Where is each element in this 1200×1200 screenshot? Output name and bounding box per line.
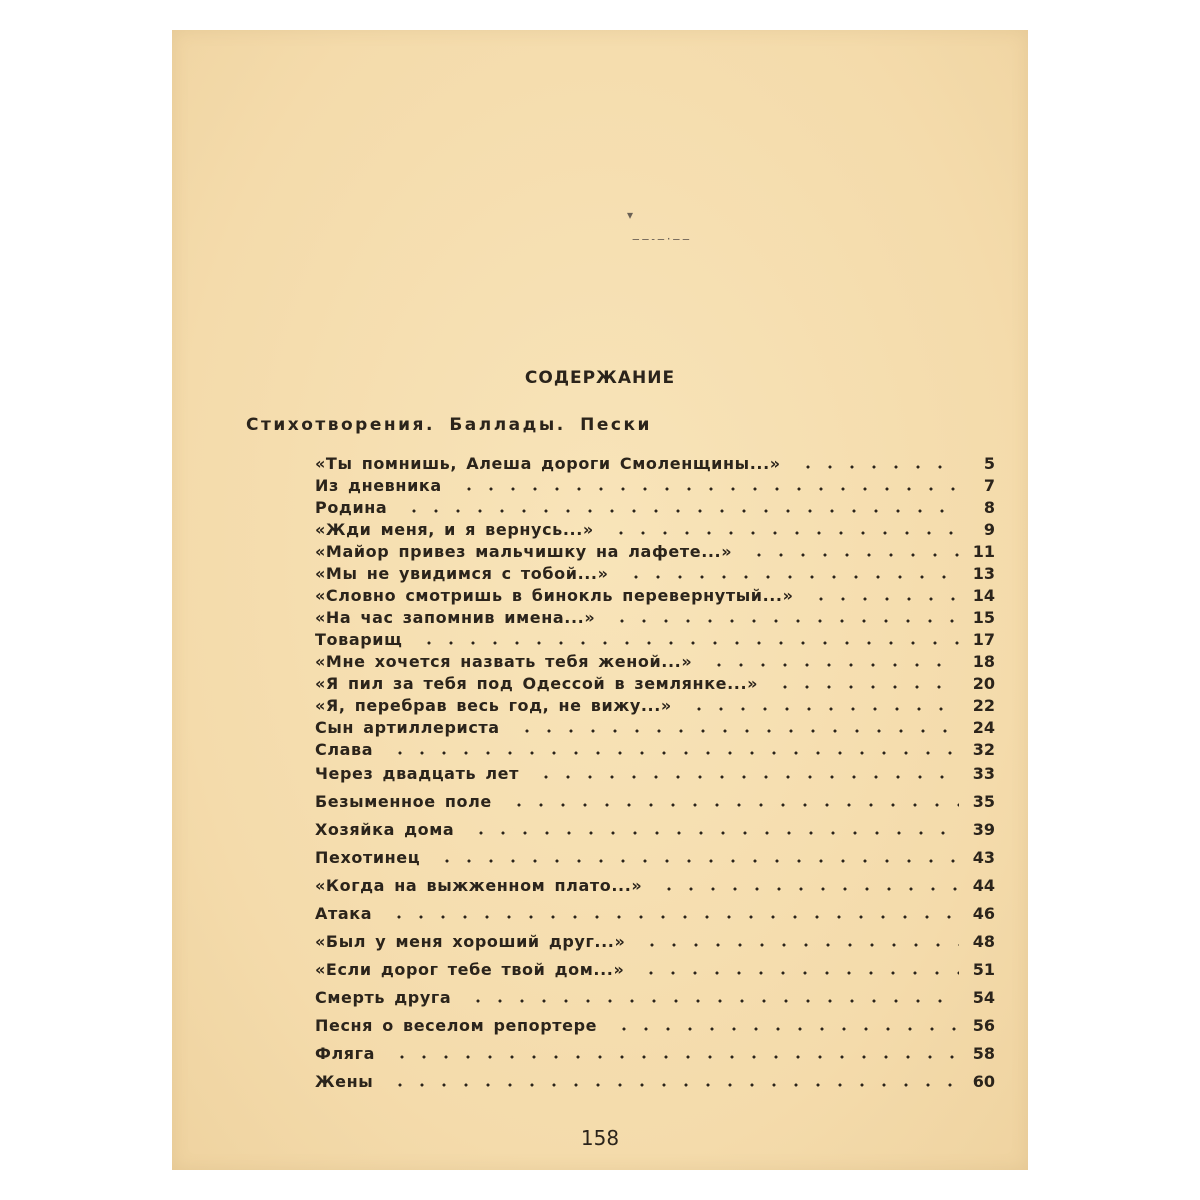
toc-entry <box>315 790 995 812</box>
toc-entry <box>315 518 995 540</box>
toc-entry-page: 39 <box>972 820 995 839</box>
dot-leader <box>430 859 959 863</box>
dot-leader <box>452 487 959 491</box>
toc-entry-page: 24 <box>972 718 995 737</box>
toc-entry-page: 46 <box>972 904 995 923</box>
toc-entry-title: Пехотинец <box>315 848 421 867</box>
toc-entry <box>315 716 995 738</box>
toc-entry <box>315 818 995 840</box>
toc-entry <box>315 562 995 584</box>
toc-entry-title: «Я пил за тебя под Одессой в землянке...» <box>315 674 759 693</box>
toc-heading: СОДЕРЖАНИЕ <box>524 368 676 388</box>
dot-leader <box>791 465 959 469</box>
toc-entry <box>315 628 995 650</box>
toc-entry-title: «Если дорог тебе твой дом...» <box>315 960 625 979</box>
section-title: Стихотворения. Баллады. Пески <box>246 415 652 435</box>
toc-entry-title: «Ты помнишь, Алеша дороги Смоленщины...» <box>315 454 781 473</box>
toc-entry-title: «Мы не увидимся с тобой...» <box>315 564 609 583</box>
toc-entry-page: 35 <box>972 792 995 811</box>
toc-entry-title: Сын артиллериста <box>315 718 500 737</box>
dot-leader <box>510 729 959 733</box>
toc-entry <box>315 902 995 924</box>
toc-entry <box>315 496 995 518</box>
toc-entry-title: Фляга <box>315 1044 376 1063</box>
toc-entry-title: «На час запомнив имена...» <box>315 608 596 627</box>
toc-entry <box>315 1070 995 1092</box>
toc-entry-title: «Был у меня хороший друг...» <box>315 932 626 951</box>
toc-entry-page: 15 <box>972 608 995 627</box>
toc-entry-page: 20 <box>972 674 995 693</box>
dot-leader <box>742 553 959 557</box>
toc-entry-title: Жены <box>315 1072 374 1091</box>
toc-entry-page: 17 <box>972 630 995 649</box>
toc-entry <box>315 738 995 760</box>
toc-entry <box>315 762 995 784</box>
dot-leader <box>607 1027 959 1031</box>
toc-entry-title: Товарищ <box>315 630 403 649</box>
dot-leader <box>768 685 959 689</box>
toc-entry <box>315 986 995 1008</box>
dot-leader <box>529 775 959 779</box>
toc-entry <box>315 584 995 606</box>
toc-entry <box>315 452 995 474</box>
dot-leader <box>385 1055 959 1059</box>
toc-entry <box>315 694 995 716</box>
toc-entry-page: 13 <box>972 564 995 583</box>
ink-smudge: ‒‒˗‒·‒‒ <box>632 232 692 246</box>
toc-entry <box>315 930 995 952</box>
toc-entry-page: 11 <box>972 542 995 561</box>
toc-entry-title: «Я, перебрав весь год, не вижу...» <box>315 696 672 715</box>
toc-entry-title: «Словно смотришь в бинокль перевернутый...» <box>315 586 794 605</box>
toc-entry-title: Смерть друга <box>315 988 452 1007</box>
toc-entry <box>315 650 995 672</box>
toc-entry <box>315 958 995 980</box>
toc-entry-title: «Майор привез мальчишку на лафете...» <box>315 542 733 561</box>
toc-entry <box>315 540 995 562</box>
dot-leader <box>604 531 959 535</box>
dot-leader <box>652 887 959 891</box>
toc-entry <box>315 672 995 694</box>
toc-entry-title: Слава <box>315 740 374 759</box>
toc-entry <box>315 874 995 896</box>
book-page <box>172 30 1028 1170</box>
toc-entry <box>315 474 995 496</box>
dot-leader <box>702 663 959 667</box>
toc-entry-page: 51 <box>972 960 995 979</box>
toc-entry-page: 7 <box>983 476 995 495</box>
toc-entry <box>315 606 995 628</box>
toc-entry-page: 8 <box>983 498 995 517</box>
toc-entry-title: «Когда на выжженном плато...» <box>315 876 643 895</box>
dot-leader <box>804 597 959 601</box>
toc-entry-title: Через двадцать лет <box>315 764 519 783</box>
toc-entry-page: 33 <box>972 764 995 783</box>
toc-entry-page: 5 <box>983 454 995 473</box>
toc-entry-title: Безыменное поле <box>315 792 492 811</box>
toc-entry-page: 60 <box>972 1072 995 1091</box>
toc-entry-page: 56 <box>972 1016 995 1035</box>
dot-leader <box>605 619 959 623</box>
dot-leader <box>383 1083 959 1087</box>
toc-entry-title: «Мне хочется назвать тебя женой...» <box>315 652 693 671</box>
dot-leader <box>382 915 959 919</box>
toc-entry-page: 58 <box>972 1044 995 1063</box>
toc-entry-title: Атака <box>315 904 373 923</box>
toc-entry-page: 44 <box>972 876 995 895</box>
toc-entry <box>315 1042 995 1064</box>
toc-entry-title: Родина <box>315 498 388 517</box>
dot-leader <box>461 999 959 1003</box>
dot-leader <box>464 831 959 835</box>
toc-entry-page: 18 <box>972 652 995 671</box>
toc-entry-page: 43 <box>972 848 995 867</box>
toc-entry-page: 32 <box>972 740 995 759</box>
dot-leader <box>619 575 959 579</box>
toc-entry-page: 22 <box>972 696 995 715</box>
toc-entry-title: Из дневника <box>315 476 442 495</box>
ink-speck: ▾ <box>627 208 636 222</box>
page-number: 158 <box>580 1126 620 1150</box>
toc-entry-page: 9 <box>983 520 995 539</box>
toc-entry-title: Песня о веселом репортере <box>315 1016 598 1035</box>
dot-leader <box>397 509 959 513</box>
dot-leader <box>634 971 959 975</box>
dot-leader <box>383 751 959 755</box>
toc-entry-title: «Жди меня, и я вернусь...» <box>315 520 594 539</box>
dot-leader <box>412 641 959 645</box>
toc-entry-page: 48 <box>972 932 995 951</box>
toc-entry <box>315 846 995 868</box>
toc-entry <box>315 1014 995 1036</box>
dot-leader <box>635 943 959 947</box>
toc-entry-page: 54 <box>972 988 995 1007</box>
dot-leader <box>682 707 959 711</box>
dot-leader <box>502 803 959 807</box>
toc-entry-page: 14 <box>972 586 995 605</box>
toc-entry-title: Хозяйка дома <box>315 820 455 839</box>
